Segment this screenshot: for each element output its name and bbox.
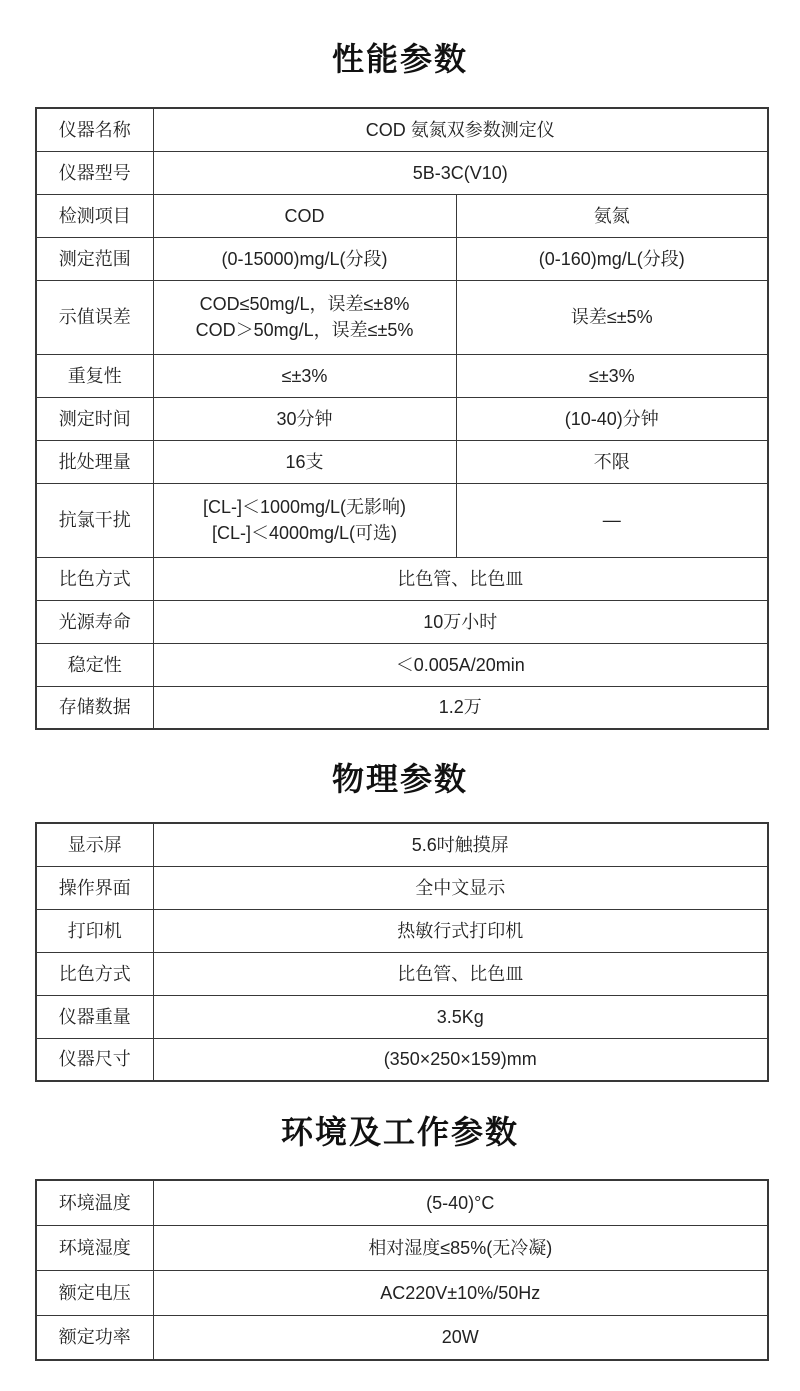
spec-value-nh3: (10-40)分钟 [456,397,768,440]
spec-label: 打印机 [36,909,153,952]
spec-value: COD 氨氮双参数测定仪 [153,108,768,151]
physical-table [35,822,769,1082]
spec-value-cod: 30分钟 [153,397,456,440]
table-row [36,108,768,151]
physical-section-title: 物理参数 [331,761,468,797]
table-row [36,1038,768,1081]
table-row [36,151,768,194]
table-row [36,686,768,729]
spec-value: 5.6吋触摸屏 [153,823,768,866]
spec-value-nh3: 误差≤±5% [456,280,768,354]
spec-value: ＜0.005A/20min [153,643,768,686]
table-row [36,600,768,643]
table-row [36,237,768,280]
spec-value-line: [CL-]＜1000mg/L(无影响) [202,497,407,517]
environment-section-title: 环境及工作参数 [280,1114,519,1150]
spec-value-cod: 16支 [153,440,456,483]
spec-value: (350×250×159)mm [153,1038,768,1081]
spec-label: 仪器尺寸 [36,1038,153,1081]
spec-label: 仪器型号 [36,151,153,194]
environment-table [35,1179,769,1361]
spec-label: 示值误差 [36,280,153,354]
table-row [36,280,768,354]
spec-value: 比色管、比色皿 [153,557,768,600]
spec-label: 测定时间 [36,397,153,440]
performance-section-title: 性能参数 [331,41,468,77]
table-row [36,1180,768,1225]
spec-label: 比色方式 [36,952,153,995]
spec-value: 1.2万 [153,686,768,729]
spec-value-nh3: 氨氮 [456,194,768,237]
table-row [36,909,768,952]
spec-value: AC220V±10%/50Hz [153,1270,768,1315]
table-row [36,823,768,866]
spec-value-line: COD≤50mg/L，误差≤±8% [199,294,410,314]
spec-value: 5B-3C(V10) [153,151,768,194]
spec-value-nh3: (0-160)mg/L(分段) [456,237,768,280]
performance-table [35,107,769,730]
spec-label: 额定电压 [36,1270,153,1315]
spec-value: 比色管、比色皿 [153,952,768,995]
spec-value: 3.5Kg [153,995,768,1038]
spec-value: 全中文显示 [153,866,768,909]
spec-label: 环境湿度 [36,1225,153,1270]
spec-value: 10万小时 [153,600,768,643]
spec-value-cod: COD [153,194,456,237]
spec-label: 仪器名称 [36,108,153,151]
spec-label: 检测项目 [36,194,153,237]
spec-value-nh3: ≤±3% [456,354,768,397]
spec-value: 相对湿度≤85%(无冷凝) [153,1225,768,1270]
table-row [36,194,768,237]
spec-value: (5-40)°C [153,1180,768,1225]
spec-label: 重复性 [36,354,153,397]
spec-label: 显示屏 [36,823,153,866]
table-row [36,557,768,600]
spec-label: 操作界面 [36,866,153,909]
table-row [36,1225,768,1270]
spec-label: 比色方式 [36,557,153,600]
table-row [36,866,768,909]
spec-label: 仪器重量 [36,995,153,1038]
table-row [36,1315,768,1360]
spec-value-line: [CL-]＜4000mg/L(可选) [211,523,398,543]
spec-value: 20W [153,1315,768,1360]
spec-label: 测定范围 [36,237,153,280]
table-row [36,397,768,440]
spec-label: 稳定性 [36,643,153,686]
spec-label: 环境温度 [36,1180,153,1225]
table-row [36,483,768,557]
spec-value-cod [153,483,456,557]
table-row [36,643,768,686]
table-row [36,354,768,397]
table-row [36,440,768,483]
spec-label: 额定功率 [36,1315,153,1360]
table-row [36,1270,768,1315]
spec-label: 光源寿命 [36,600,153,643]
spec-value-line: COD＞50mg/L，误差≤±5% [195,320,414,340]
spec-value-nh3: — [456,483,768,557]
spec-value-nh3: 不限 [456,440,768,483]
spec-label: 批处理量 [36,440,153,483]
spec-value-cod [153,280,456,354]
spec-label: 存储数据 [36,686,153,729]
table-row [36,995,768,1038]
spec-value-cod: (0-15000)mg/L(分段) [153,237,456,280]
spec-value: 热敏行式打印机 [153,909,768,952]
spec-label: 抗氯干扰 [36,483,153,557]
spec-value-cod: ≤±3% [153,354,456,397]
table-row [36,952,768,995]
